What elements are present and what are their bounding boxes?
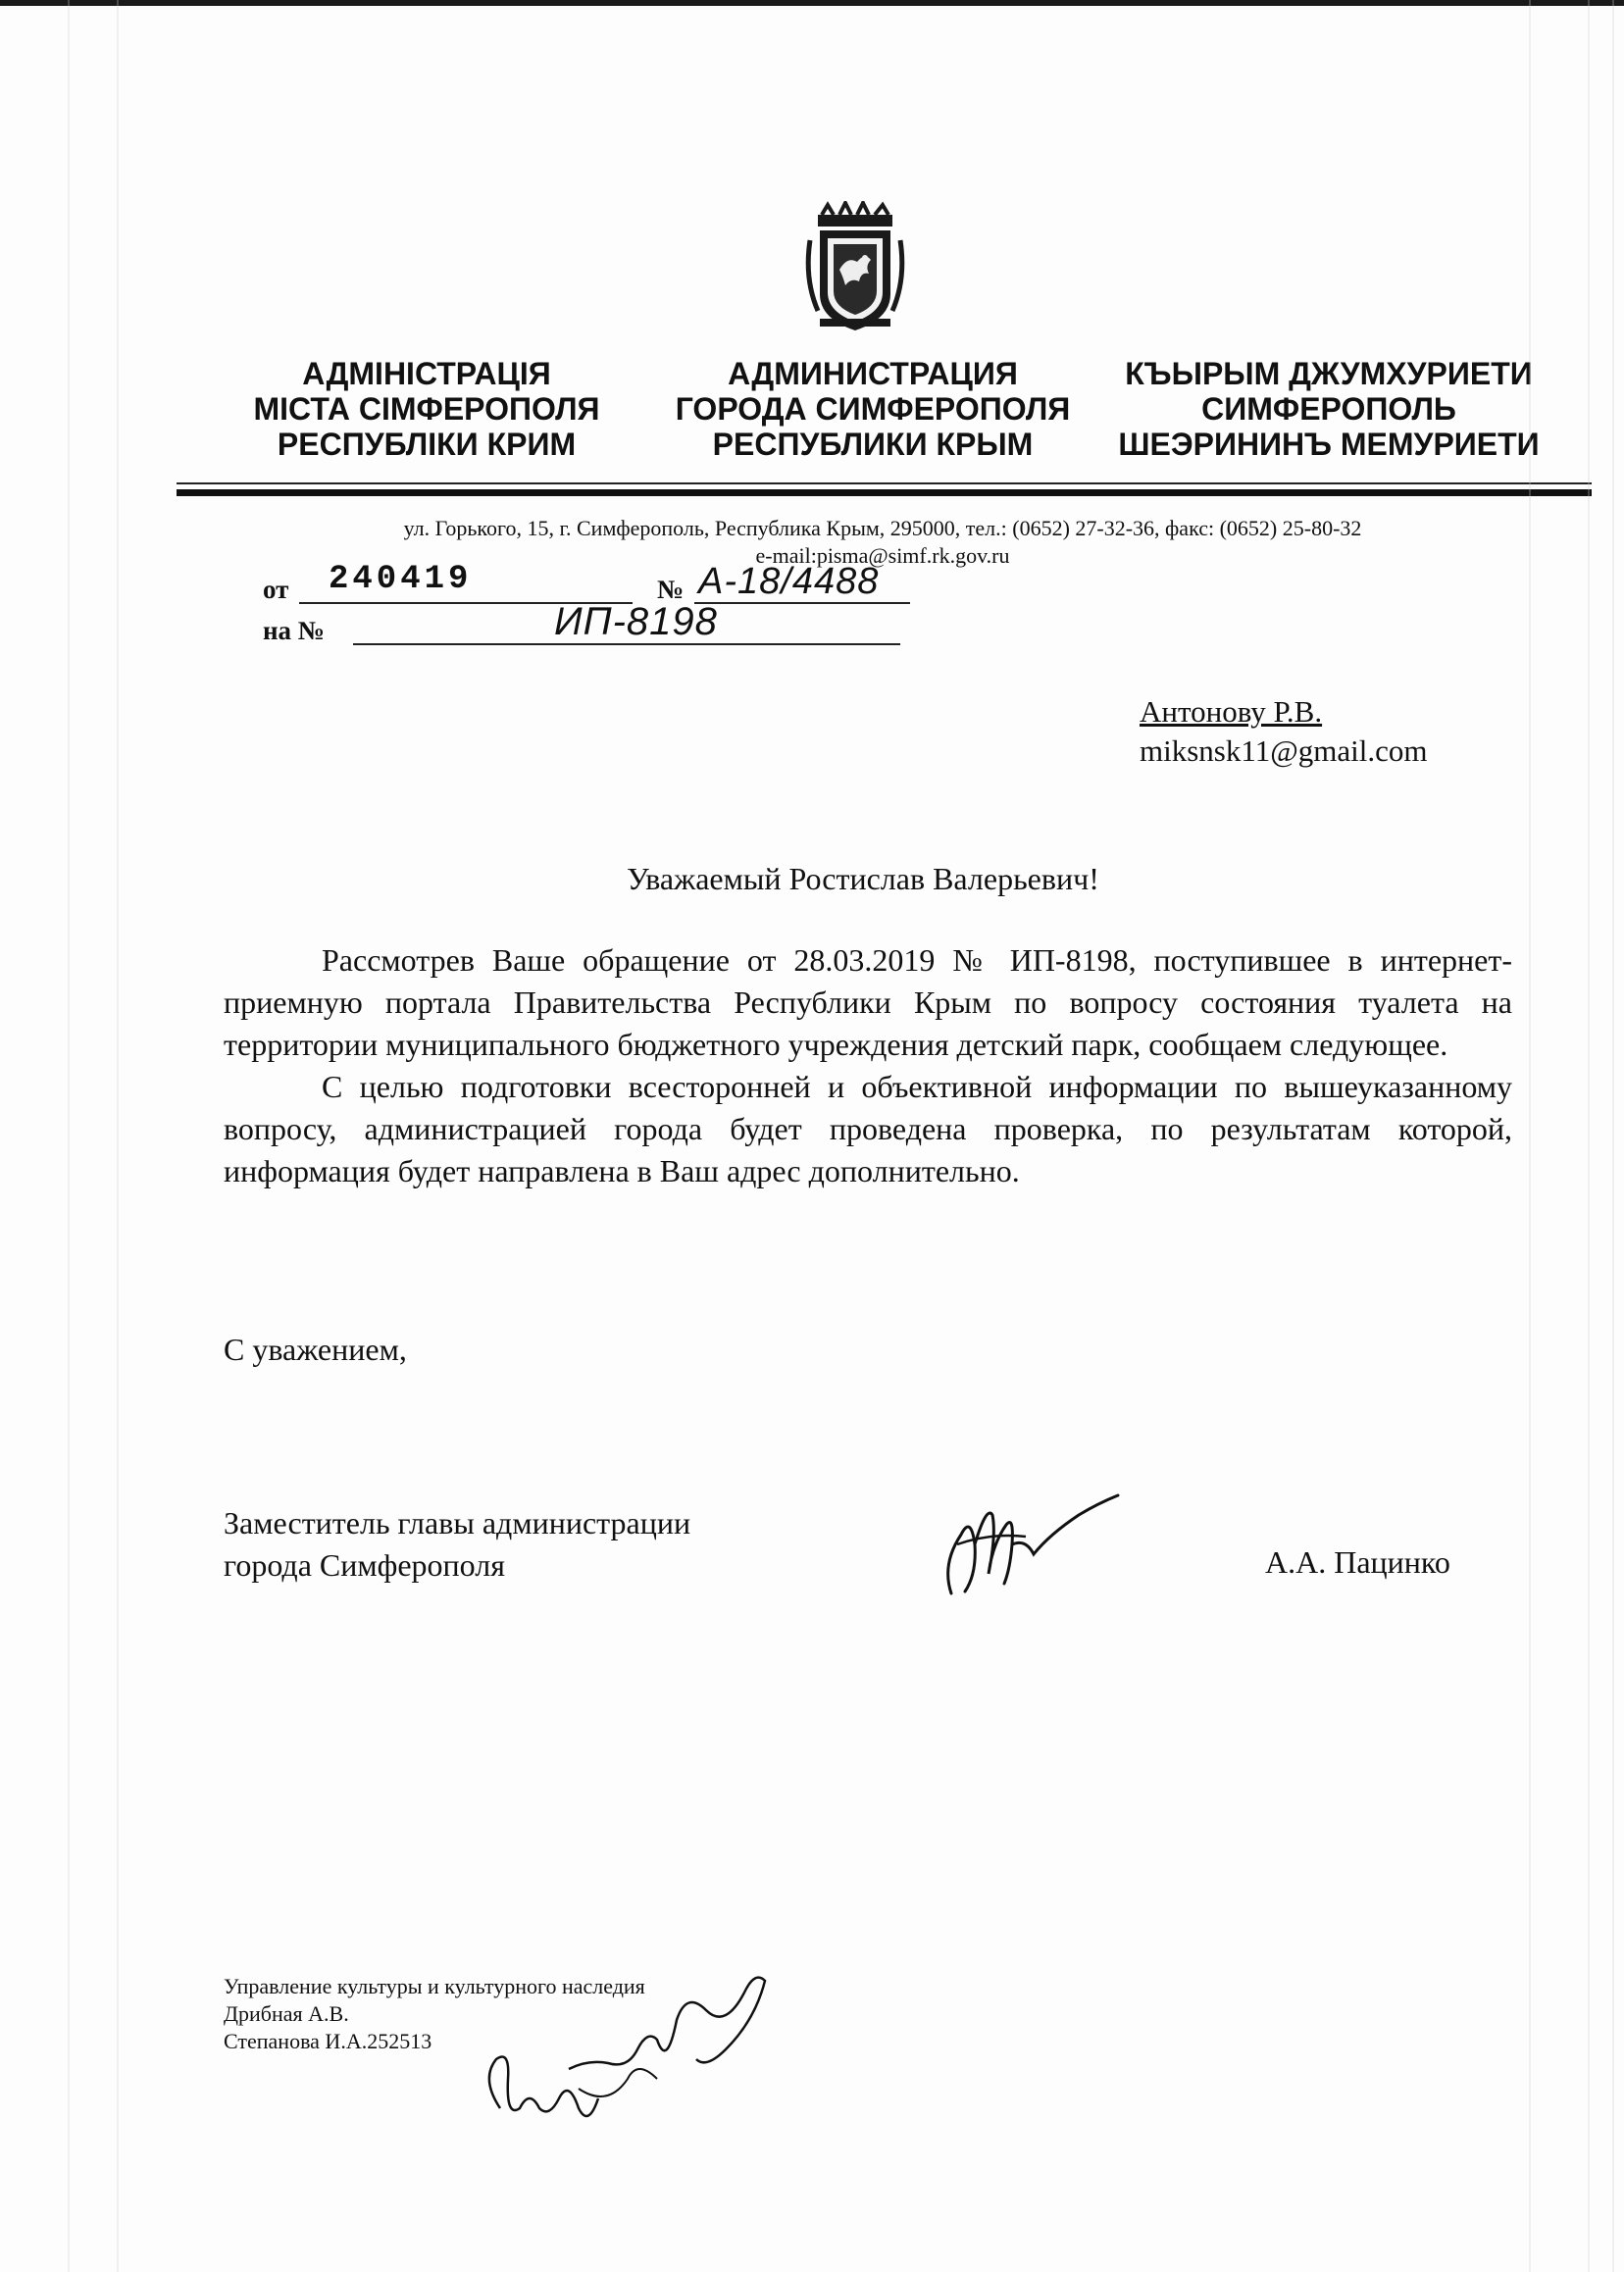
recipient-email: miksnsk11@gmail.com xyxy=(1140,733,1428,768)
signer-signature xyxy=(932,1476,1128,1613)
scan-top-edge xyxy=(0,0,1624,6)
reference-number-label: на № xyxy=(263,616,325,645)
executor-name-1: Дрибная А.В. xyxy=(224,2001,349,2026)
body-paragraph-2: С целью подготовки всесторонней и объективной информации по вышеуказанному вопросу, администрацией города будет проведена проверка, по результатам которой, информация будет направлена в Ваш адрес дополнительно. xyxy=(224,1069,1512,1188)
signer-name: А.А. Пацинко xyxy=(1265,1544,1450,1580)
header-ru-line1: АДМИНИСТРАЦИЯ xyxy=(728,356,1018,391)
approval-signatures xyxy=(461,1961,794,2138)
reference-number-handwritten: ИП-8198 xyxy=(554,600,718,643)
recipient-name: Антонову Р.В. xyxy=(1140,694,1323,729)
header-crh-line3: ШЕЭРИНИНЪ МЕМУРИЕТИ xyxy=(1118,427,1540,462)
header-russian xyxy=(657,356,1089,462)
header-ua-line2: МІСТА СІМФЕРОПОЛЯ xyxy=(253,391,600,427)
executor-department: Управление культуры и культурного наследия xyxy=(224,1974,645,1998)
header-crh-line1: КЪЫРЫМ ДЖУМХУРИЕТИ xyxy=(1125,356,1533,391)
header-ua-line3: РЕСПУБЛІКИ КРИМ xyxy=(277,427,577,462)
email-line: e-mail:pisma@simf.rk.gov.ru xyxy=(755,543,1010,568)
crimea-coat-of-arms-icon xyxy=(800,201,910,333)
header-crh-line2: СИМФЕРОПОЛЬ xyxy=(1201,391,1456,427)
header-crimean-tatar xyxy=(1098,356,1559,462)
outgoing-number-handwritten: А-18/4488 xyxy=(698,561,880,602)
body-paragraph-1: Рассмотрев Ваше обращение от 28.03.2019 № ИП-8198, поступившее в интернет-приемную портала Правительства Республики Крым по вопросу состояния туалета на территории муниципального бюджетного учреждения детский парк, сообщаем следующее. xyxy=(224,942,1512,1062)
signer-title-line1: Заместитель главы администрации xyxy=(224,1505,691,1540)
outgoing-number-label: № xyxy=(657,575,685,604)
signer-title xyxy=(224,1502,690,1587)
outgoing-date-stamp: 240419 xyxy=(329,561,473,598)
header-ru-line2: ГОРОДА СИМФЕРОПОЛЯ xyxy=(675,391,1071,427)
header-divider-thick xyxy=(177,489,1592,496)
closing-phrase: С уважением, xyxy=(224,1332,407,1367)
header-ukrainian xyxy=(226,356,628,462)
address-line: ул. Горького, 15, г. Симферополь, Республика Крым, 295000, тел.: (0652) 27-32-36, факс: (0652) 25-80-32 xyxy=(403,516,1362,540)
executor-name-2: Степанова И.А.252513 xyxy=(224,2029,432,2053)
header-ru-line3: РЕСПУБЛИКИ КРЫМ xyxy=(712,427,1034,462)
letter-body xyxy=(224,939,1512,1192)
outgoing-date-label: от xyxy=(263,575,289,604)
recipient-block xyxy=(1140,692,1427,771)
header-ua-line1: АДМІНІСТРАЦІЯ xyxy=(302,356,551,391)
salutation: Уважаемый Ростислав Валерьевич! xyxy=(627,861,1099,896)
signer-title-line2: города Симферополя xyxy=(224,1547,505,1583)
header-divider-thin xyxy=(177,482,1592,484)
